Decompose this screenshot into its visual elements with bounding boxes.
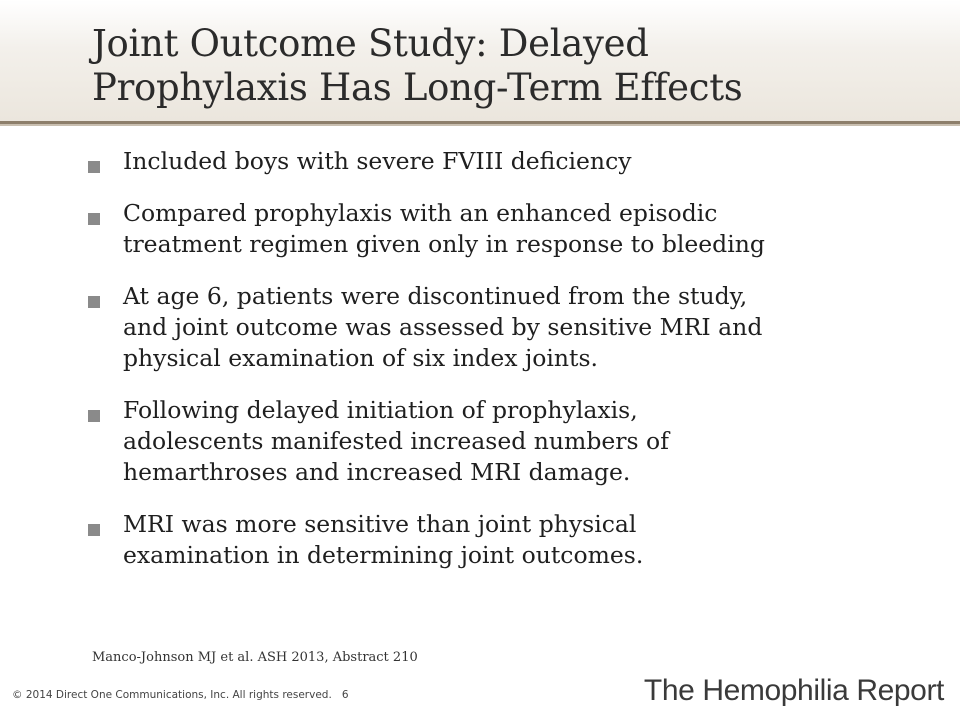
- square-bullet-icon: [88, 296, 100, 308]
- square-bullet-icon: [88, 213, 100, 225]
- bullet-line: and joint outcome was assessed by sensitive MRI and: [123, 313, 763, 341]
- page-number: 6: [341, 689, 349, 701]
- title-divider-shadow: [0, 124, 960, 126]
- bullet-item: [88, 395, 918, 488]
- copyright-text: © 2014 Direct One Communications, Inc. All rights reserved.: [12, 689, 332, 701]
- slide-title: [92, 22, 912, 110]
- bullet-line: MRI was more sensitive than joint physical: [123, 510, 637, 538]
- bullet-line: physical examination of six index joints.: [123, 344, 599, 372]
- brand-logo: The Hemophilia Report: [643, 674, 944, 707]
- bullet-line: hemarthroses and increased MRI damage.: [123, 458, 631, 486]
- square-bullet-icon: [88, 410, 100, 422]
- bullet-text: [123, 395, 918, 488]
- square-bullet-icon: [88, 524, 100, 536]
- bullet-item: [88, 281, 918, 374]
- title-line-2: Prophylaxis Has Long-Term Effects: [92, 66, 743, 109]
- title-line-1: Joint Outcome Study: Delayed: [92, 22, 649, 65]
- bullet-list: [88, 146, 918, 592]
- square-bullet-icon: [88, 161, 100, 173]
- bullet-line: At age 6, patients were discontinued from the study,: [123, 282, 748, 310]
- bullet-line: Compared prophylaxis with an enhanced episodic: [123, 199, 718, 227]
- bullet-item: [88, 198, 918, 260]
- bullet-line: Following delayed initiation of prophylaxis,: [123, 396, 638, 424]
- bullet-text: [123, 509, 918, 571]
- bullet-line: Included boys with severe FVIII deficiency: [123, 147, 632, 175]
- title-band: [0, 0, 960, 121]
- bullet-text: [123, 281, 918, 374]
- bullet-text: [123, 198, 918, 260]
- bullet-item: [88, 509, 918, 571]
- citation: Manco-Johnson MJ et al. ASH 2013, Abstract 210: [92, 650, 418, 665]
- bullet-text: [123, 146, 918, 177]
- footer-copyright: [12, 689, 349, 701]
- bullet-line: examination in determining joint outcomes.: [123, 541, 644, 569]
- bullet-line: treatment regimen given only in response to bleeding: [123, 230, 765, 258]
- bullet-line: adolescents manifested increased numbers of: [123, 427, 669, 455]
- bullet-item: [88, 146, 918, 177]
